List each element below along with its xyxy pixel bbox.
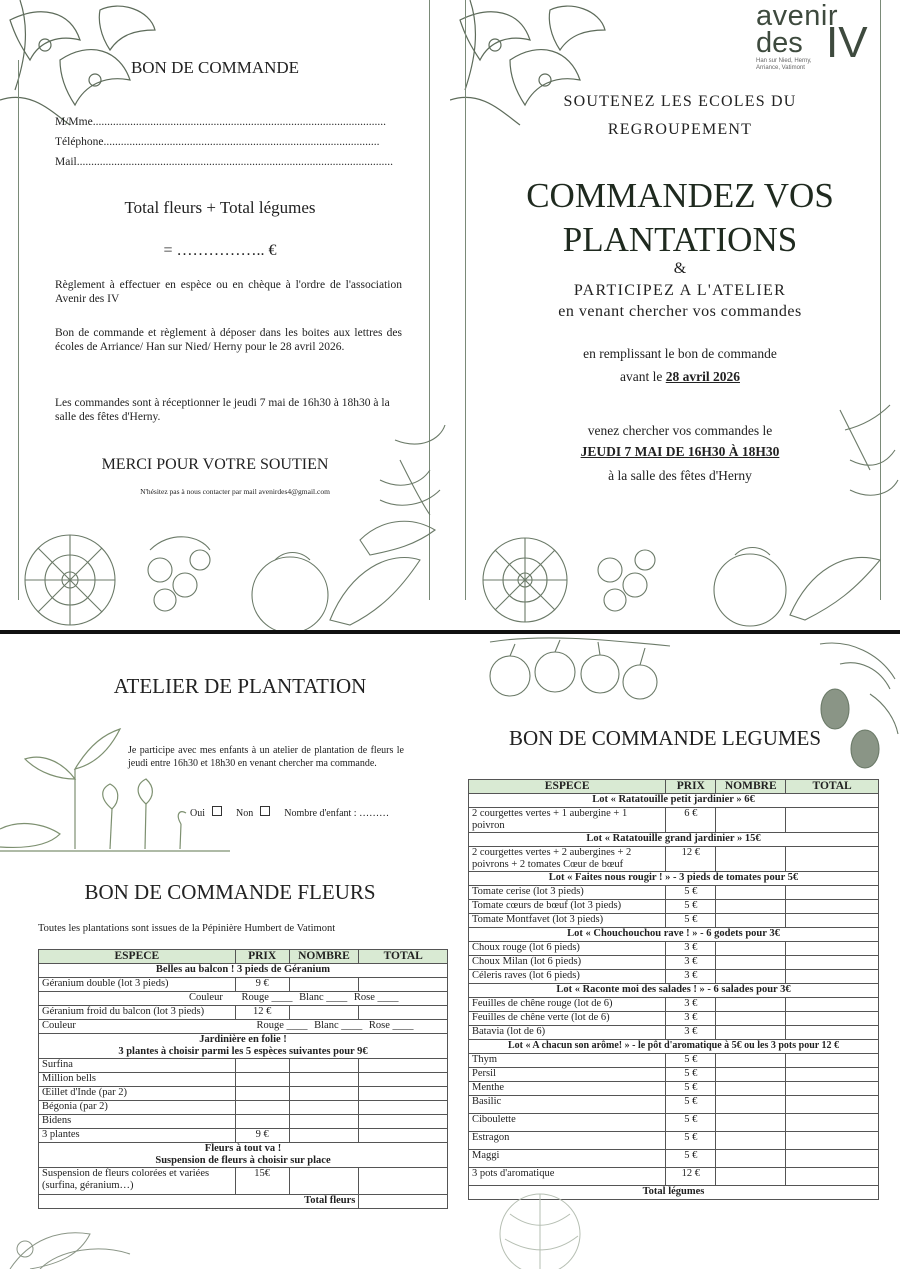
table-row: Million bells xyxy=(39,1073,448,1087)
total-cell[interactable] xyxy=(786,914,879,928)
table-row: Basilic 5 € xyxy=(469,1096,879,1114)
quantity-cell[interactable] xyxy=(716,914,786,928)
table-row: 2 courgettes vertes + 2 aubergines + 2 poivrons + 2 tomates Cœur de bœuf 12 € xyxy=(469,847,879,872)
section-choux: Lot « Chouchouchou rave ! » - 6 godets pour 3€ xyxy=(469,928,879,942)
quantity-cell[interactable] xyxy=(716,1096,786,1114)
total-cell[interactable] xyxy=(786,886,879,900)
quantity-cell[interactable] xyxy=(716,1054,786,1068)
children-count-field[interactable]: Nombre d'enfant : ……… xyxy=(284,808,390,819)
section-aromates: Lot « A chacun son arôme! » - le pôt d'aromatique à 5€ ou les 3 pots pour 12 € xyxy=(469,1040,879,1054)
logo-towns-2: Arriance, Vatimont xyxy=(756,65,805,71)
thanks-text: MERCI POUR VOTRE SOUTIEN xyxy=(101,456,329,473)
col-total: TOTAL xyxy=(786,780,879,794)
workshop-options: Oui Non Nombre d'enfant : ……… xyxy=(190,808,390,819)
quantity-cell[interactable] xyxy=(289,1101,359,1115)
total-cell[interactable] xyxy=(786,900,879,914)
section-ratatouille-grand: Lot « Ratatouille grand jardinier » 15€ xyxy=(469,833,879,847)
flowers-total-cell[interactable] xyxy=(359,1195,448,1209)
total-cell[interactable] xyxy=(786,998,879,1012)
table-row: Couleur Rouge ____ Blanc ____ Rose ____ xyxy=(39,1020,448,1034)
workshop-title: ATELIER DE PLANTATION xyxy=(113,674,367,698)
quantity-cell[interactable] xyxy=(716,1026,786,1040)
quantity-cell[interactable] xyxy=(716,1114,786,1132)
total-cell[interactable] xyxy=(359,1073,448,1087)
color-blanc-field[interactable]: Blanc ____ xyxy=(299,992,348,1003)
total-cell[interactable] xyxy=(786,970,879,984)
table-row: Maggi 5 € xyxy=(469,1150,879,1168)
total-row xyxy=(39,1195,448,1209)
total-cell[interactable] xyxy=(786,942,879,956)
leaf-corner-illustration xyxy=(0,1209,150,1269)
tomato-vine-illustration xyxy=(480,634,680,704)
quantity-cell[interactable] xyxy=(289,1073,359,1087)
total-cell[interactable] xyxy=(359,978,448,992)
table-row: Couleur Rouge ____ Blanc ____ Rose ____ xyxy=(39,992,448,1006)
col-prix: PRIX xyxy=(235,950,289,964)
quantity-cell[interactable] xyxy=(716,956,786,970)
non-checkbox[interactable] xyxy=(260,806,270,816)
table-row: Feuilles de chêne verte (lot de 6) 3 € xyxy=(469,1012,879,1026)
total-cell[interactable] xyxy=(359,1101,448,1115)
quantity-cell[interactable] xyxy=(716,1132,786,1150)
order-form-title: BON DE COMMANDE xyxy=(130,58,300,77)
quantity-cell[interactable] xyxy=(716,970,786,984)
quantity-cell[interactable] xyxy=(716,886,786,900)
table-row: Céleris raves (lot 6 pieds) 3 € xyxy=(469,970,879,984)
quantity-cell[interactable] xyxy=(716,1068,786,1082)
floral-bottom-illustration xyxy=(450,400,900,630)
flowers-title: BON DE COMMANDE FLEURS xyxy=(84,880,376,904)
cabbage-illustration xyxy=(470,1174,610,1269)
support-heading: SOUTENEZ LES ECOLES DU REGROUPEMENT xyxy=(563,93,797,138)
quantity-cell[interactable] xyxy=(716,808,786,833)
table-row: Bégonia (par 2) xyxy=(39,1101,448,1115)
workshop-text: Je participe avec mes enfants à un atelier de plantation de fleurs le jeudi entre 16h30 et 18h30 en venant chercher ma commande. xyxy=(128,745,404,769)
total-cell[interactable] xyxy=(786,1150,879,1168)
total-cell[interactable] xyxy=(786,1026,879,1040)
flowers-total-label: Total fleurs xyxy=(39,1195,359,1209)
reception-text: Les commandes sont à réceptionner le jeudi 7 mai de 16h30 à 18h30 à la salle des fêtes d'Herny. xyxy=(55,397,390,423)
total-cell[interactable] xyxy=(786,1096,879,1114)
quantity-cell[interactable] xyxy=(716,900,786,914)
total-cell[interactable] xyxy=(359,1168,448,1195)
deadline-date: 28 avril 2026 xyxy=(665,369,740,384)
total-cell[interactable] xyxy=(786,1168,879,1186)
total-cell[interactable] xyxy=(786,1082,879,1096)
table-row: Persil 5 € xyxy=(469,1068,879,1082)
color-rouge-field[interactable]: Rouge ____ xyxy=(256,1020,308,1031)
vegetables-total-label: Total légumes xyxy=(469,1186,879,1200)
table-row: Géranium double (lot 3 pieds) 9 € xyxy=(39,978,448,992)
table-row: Suspension de fleurs colorées et variées (surfina, géranium…) 15€ xyxy=(39,1168,448,1195)
quantity-cell[interactable] xyxy=(716,1012,786,1026)
total-cell[interactable] xyxy=(359,1059,448,1073)
participate-subheading: en venant chercher vos commandes xyxy=(558,303,802,320)
total-cell[interactable] xyxy=(786,1012,879,1026)
section-geraniums: Belles au balcon ! 3 pieds de Géranium xyxy=(39,964,448,978)
table-row: 3 plantes 9 € xyxy=(39,1129,448,1143)
table-row: Choux rouge (lot 6 pieds) 3 € xyxy=(469,942,879,956)
table-row: Batavia (lot de 6) 3 € xyxy=(469,1026,879,1040)
table-row: Géranium froid du balcon (lot 3 pieds) 12 € xyxy=(39,1006,448,1020)
logo-numeral: IV xyxy=(826,18,868,67)
eggplant-illustration xyxy=(810,634,900,774)
table-row: 2 courgettes vertes + 1 aubergine + 1 poivron 6 € xyxy=(469,808,879,833)
total-label: Total fleurs + Total légumes xyxy=(124,198,316,217)
table-row: Menthe 5 € xyxy=(469,1082,879,1096)
table-row: Tomate cœurs de bœuf (lot 3 pieds) 5 € xyxy=(469,900,879,914)
quantity-cell[interactable] xyxy=(289,1087,359,1101)
table-row: 3 pots d'aromatique 12 € xyxy=(469,1168,879,1186)
table-row: Tomate cerise (lot 3 pieds) 5 € xyxy=(469,886,879,900)
phone-field[interactable]: Téléphone................................................................................................ xyxy=(55,136,380,148)
total-cell[interactable] xyxy=(786,1114,879,1132)
table-row: Surfina xyxy=(39,1059,448,1073)
ampersand: & xyxy=(673,260,687,277)
pickup-text: venez chercher vos commandes le JEUDI 7 MAI DE 16H30 À 18H30 xyxy=(490,420,870,462)
total-cell[interactable] xyxy=(359,1115,448,1129)
flowers-panel xyxy=(0,634,456,1269)
payment-text: Règlement à effectuer en espèce ou en chèque à l'ordre de l'association Avenir des IV xyxy=(55,279,402,305)
logo-word-des: des xyxy=(756,27,803,59)
total-cell[interactable] xyxy=(786,956,879,970)
table-row: Bidens xyxy=(39,1115,448,1129)
total-cell[interactable] xyxy=(359,1006,448,1020)
deposit-text: Bon de commande et règlement à déposer dans les boites aux lettres des écoles de Arriance/ Han sur Nied/ Herny pour le 28 avril 2026. xyxy=(55,327,402,353)
logo-towns-1: Han sur Nied, Herny, xyxy=(756,58,812,64)
section-jardiniere: Jardinière en folie ! 3 plantes à choisir parmi les 5 espèces suivantes pour 9€ xyxy=(39,1034,448,1059)
pickup-date: JEUDI 7 MAI DE 16H30 À 18H30 xyxy=(580,444,780,459)
table-row: Thym 5 € xyxy=(469,1054,879,1068)
cover-panel xyxy=(450,0,900,630)
total-value[interactable]: = …………….. € xyxy=(163,242,277,259)
contact-text: N'hésitez pas à nous contacter par mail avenirdes4@gmail.com xyxy=(140,487,330,496)
quantity-cell[interactable] xyxy=(289,1129,359,1143)
vegetables-order-table xyxy=(468,779,879,1200)
section-suspension: Fleurs à tout va ! Suspension de fleurs à choisir sur place xyxy=(39,1143,448,1168)
table-row: Ciboulette 5 € xyxy=(469,1114,879,1132)
flowers-intro: Toutes les plantations sont issues de la Pépinière Humbert de Vatimont xyxy=(38,923,336,934)
col-nombre: NOMBRE xyxy=(716,780,786,794)
pickup-place: à la salle des fêtes d'Herny xyxy=(608,468,752,483)
order-form-panel xyxy=(0,0,450,630)
quantity-cell[interactable] xyxy=(289,1115,359,1129)
quantity-cell[interactable] xyxy=(289,1006,359,1020)
section-ratatouille-petit: Lot « Ratatouille petit jardinier » 6€ xyxy=(469,794,879,808)
total-cell[interactable] xyxy=(786,847,879,872)
deadline-text: en remplissant le bon de commande avant le 28 avril 2026 xyxy=(583,346,777,384)
color-rose-field[interactable]: Rose ____ xyxy=(368,1020,414,1031)
participate-heading: PARTICIPEZ A L'ATELIER xyxy=(573,282,787,299)
total-cell[interactable] xyxy=(786,1068,879,1082)
quantity-cell[interactable] xyxy=(289,978,359,992)
quantity-cell[interactable] xyxy=(716,942,786,956)
quantity-cell[interactable] xyxy=(289,1059,359,1073)
total-cell[interactable] xyxy=(786,1054,879,1068)
table-row: Tomate Montfavet (lot 3 pieds) 5 € xyxy=(469,914,879,928)
flowers-order-table xyxy=(38,949,448,1209)
quantity-cell[interactable] xyxy=(716,1150,786,1168)
total-cell[interactable] xyxy=(786,1132,879,1150)
table-row: Estragon 5 € xyxy=(469,1132,879,1150)
contact-fields xyxy=(55,112,405,172)
color-rose-field[interactable]: Rose ____ xyxy=(353,992,399,1003)
total-cell[interactable] xyxy=(359,1129,448,1143)
quantity-cell[interactable] xyxy=(716,1168,786,1186)
section-tomatoes: Lot « Faites nous rougir ! » - 3 pieds de tomates pour 5€ xyxy=(469,872,879,886)
vegetables-title: BON DE COMMANDE LEGUMES xyxy=(508,726,822,750)
quantity-cell[interactable] xyxy=(716,998,786,1012)
seedlings-illustration xyxy=(0,709,240,859)
col-nombre: NOMBRE xyxy=(289,950,359,964)
table-row: Œillet d'Inde (par 2) xyxy=(39,1087,448,1101)
quantity-cell[interactable] xyxy=(716,847,786,872)
total-cell[interactable] xyxy=(786,808,879,833)
table-row: Choux Milan (lot 6 pieds) 3 € xyxy=(469,956,879,970)
col-total: TOTAL xyxy=(359,950,448,964)
headline: COMMANDEZ VOS PLANTATIONS xyxy=(526,176,834,259)
name-field[interactable]: M/Mme...................................................................................................... xyxy=(55,116,386,128)
quantity-cell[interactable] xyxy=(716,1082,786,1096)
table-row: Feuilles de chêne rouge (lot de 6) 3 € xyxy=(469,998,879,1012)
floral-bottom-illustration xyxy=(0,420,450,630)
quantity-cell[interactable] xyxy=(289,1168,359,1195)
col-prix: PRIX xyxy=(666,780,716,794)
vegetables-panel xyxy=(460,634,900,1269)
mail-field[interactable]: Mail.............................................................................................................. xyxy=(55,156,393,168)
color-blanc-field[interactable]: Blanc ____ xyxy=(314,1020,363,1031)
color-rouge-field[interactable]: Rouge ____ xyxy=(241,992,293,1003)
section-salades: Lot « Raconte moi des salades ! » - 6 salades pour 3€ xyxy=(469,984,879,998)
logo-word-avenir: avenir xyxy=(756,0,838,32)
col-espece: ESPECE xyxy=(39,950,236,964)
total-cell[interactable] xyxy=(359,1087,448,1101)
oui-checkbox[interactable] xyxy=(212,806,222,816)
association-logo xyxy=(756,2,886,74)
col-espece: ESPECE xyxy=(469,780,666,794)
